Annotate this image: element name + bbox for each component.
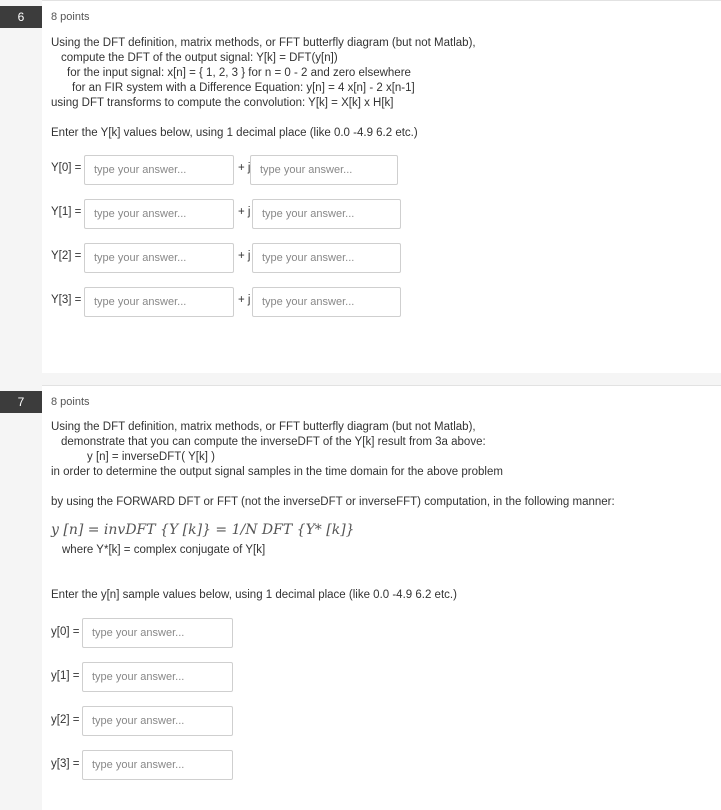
plus-j-label: + j <box>238 250 251 262</box>
real-part-input[interactable] <box>84 287 234 317</box>
imaginary-part-input[interactable] <box>252 287 401 317</box>
question-line: demonstrate that you can compute the inverseDFT of the Y[k] result from 3a above: <box>61 436 486 448</box>
sample-input[interactable] <box>82 662 233 692</box>
answer-label: y[2] = <box>51 714 80 726</box>
imaginary-part-input[interactable] <box>252 243 401 273</box>
instruction-text: Enter the y[n] sample values below, using 1 decimal place (like 0.0 -4.9 6.2 etc.) <box>51 589 457 601</box>
instruction-text: Enter the Y[k] values below, using 1 decimal place (like 0.0 -4.9 6.2 etc.) <box>51 127 418 139</box>
plus-j-label: + j <box>238 206 251 218</box>
answer-label: Y[0] = <box>51 162 82 174</box>
plus-j-label: + j <box>238 162 251 174</box>
inverse-dft-formula: y [n] = invDFT {Y [k]} = 1/N DFT {Y* [k]} <box>51 522 355 538</box>
points-label: 8 points <box>51 11 90 23</box>
real-part-input[interactable] <box>84 155 234 185</box>
imaginary-part-input[interactable] <box>252 199 401 229</box>
answer-label: Y[2] = <box>51 250 82 262</box>
answer-label: y[3] = <box>51 758 80 770</box>
question-number: 7 <box>0 391 42 413</box>
question-line: for an FIR system with a Difference Equation: y[n] = 4 x[n] - 2 x[n-1] <box>72 82 415 94</box>
conjugate-note: where Y*[k] = complex conjugate of Y[k] <box>62 544 266 556</box>
sample-input[interactable] <box>82 706 233 736</box>
real-part-input[interactable] <box>84 199 234 229</box>
question-line: compute the DFT of the output signal: Y[k] = DFT(y[n]) <box>61 52 338 64</box>
question-card-7 <box>42 385 721 810</box>
method-text: by using the FORWARD DFT or FFT (not the inverseDFT or inverseFFT) computation, in the following manner: <box>51 496 615 508</box>
question-line: y [n] = inverseDFT( Y[k] ) <box>87 451 215 463</box>
sample-input[interactable] <box>82 750 233 780</box>
answer-label: Y[3] = <box>51 294 82 306</box>
imaginary-part-input[interactable] <box>250 155 398 185</box>
answer-label: Y[1] = <box>51 206 82 218</box>
real-part-input[interactable] <box>84 243 234 273</box>
sample-input[interactable] <box>82 618 233 648</box>
question-line: in order to determine the output signal samples in the time domain for the above problem <box>51 466 503 478</box>
plus-j-label: + j <box>238 294 251 306</box>
question-card-6 <box>42 0 721 373</box>
question-line: Using the DFT definition, matrix methods, or FFT butterfly diagram (but not Matlab), <box>51 37 476 49</box>
answer-label: y[0] = <box>51 626 80 638</box>
question-line: for the input signal: x[n] = { 1, 2, 3 } for n = 0 - 2 and zero elsewhere <box>67 67 411 79</box>
question-number: 6 <box>0 6 42 28</box>
answer-label: y[1] = <box>51 670 80 682</box>
question-line: Using the DFT definition, matrix methods, or FFT butterfly diagram (but not Matlab), <box>51 421 476 433</box>
question-line: using DFT transforms to compute the convolution: Y[k] = X[k] x H[k] <box>51 97 394 109</box>
points-label: 8 points <box>51 396 90 408</box>
